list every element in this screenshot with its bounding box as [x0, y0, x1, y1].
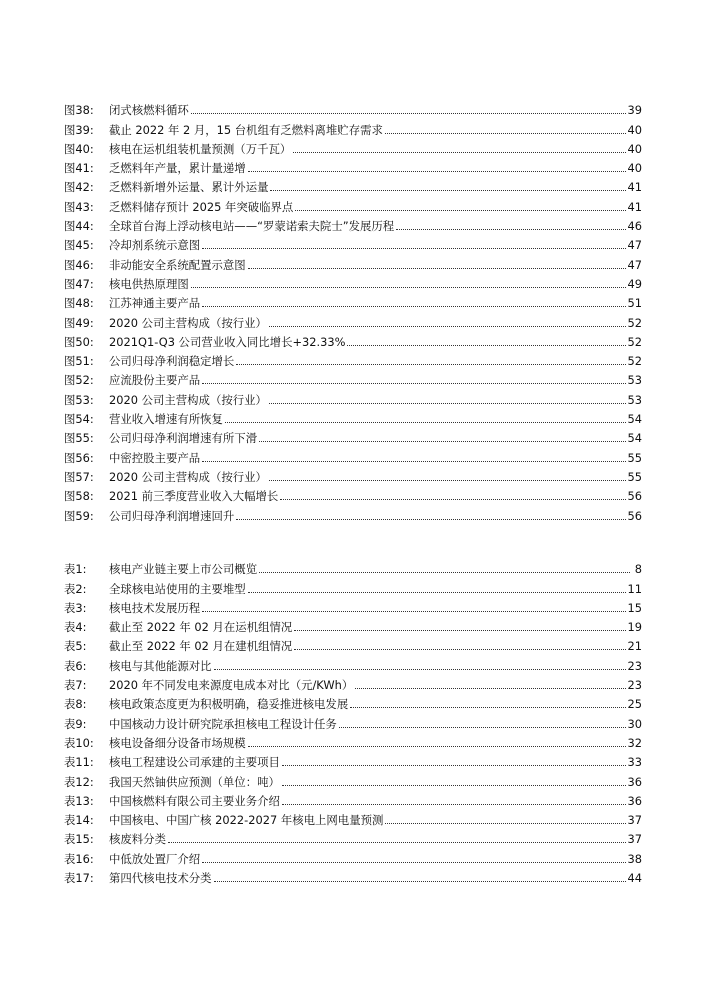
- toc-entry[interactable]: [64, 711, 642, 730]
- entry-label: 表7:: [64, 678, 87, 693]
- entry-label: 表15:: [64, 832, 94, 847]
- entry-title: 闭式核燃料循环: [109, 103, 189, 118]
- entry-page-number: 44: [627, 871, 642, 886]
- dot-leader: [168, 842, 626, 843]
- entry-label: 图53:: [64, 392, 94, 407]
- dot-leader: [259, 441, 625, 442]
- toc-entry[interactable]: [64, 233, 642, 252]
- entry-label: 图43:: [64, 199, 94, 214]
- entry-label: 图40:: [64, 141, 94, 156]
- dot-leader: [280, 499, 625, 500]
- entry-label: 表11:: [64, 755, 94, 770]
- dot-leader: [248, 746, 626, 747]
- entry-page-number: 40: [627, 122, 642, 137]
- toc-entry[interactable]: [64, 692, 642, 711]
- entry-label: 表3:: [64, 600, 87, 615]
- entry-title: 核电产业链主要上市公司概览: [109, 562, 258, 577]
- toc-entry[interactable]: [64, 252, 642, 271]
- entry-label: 表16:: [64, 851, 94, 866]
- toc-entry[interactable]: [64, 310, 642, 329]
- entry-label: 表9:: [64, 716, 87, 731]
- entry-title: 2020 年不同发电来源度电成本对比（元/KWh）: [109, 678, 354, 693]
- dot-leader: [396, 229, 625, 230]
- dot-leader: [294, 630, 625, 631]
- dot-leader: [202, 383, 625, 384]
- entry-page-number: 37: [627, 813, 642, 828]
- entry-page-number: 36: [627, 774, 642, 789]
- dot-leader: [236, 364, 625, 365]
- dot-leader: [282, 804, 626, 805]
- toc-entry[interactable]: [64, 272, 642, 291]
- entry-title: 2021Q1-Q3 公司营业收入同比增长+32.33%: [109, 334, 346, 349]
- entry-page-number: 40: [627, 161, 642, 176]
- dot-leader: [202, 611, 625, 612]
- toc-entry[interactable]: [64, 175, 642, 194]
- entry-title: 2020 公司主营构成（按行业）: [109, 469, 267, 484]
- dot-leader: [339, 727, 626, 728]
- dot-leader: [293, 152, 625, 153]
- dot-leader: [385, 133, 626, 134]
- entry-title: 乏燃料新增外运量、累计外运量: [109, 180, 269, 195]
- entry-label: 图45:: [64, 238, 94, 253]
- entry-title: 核电政策态度更为积极明确，稳妥推进核电发展: [109, 697, 349, 712]
- toc-entry[interactable]: [64, 426, 642, 445]
- entry-page-number: 55: [627, 450, 642, 465]
- toc-entry[interactable]: [64, 484, 642, 503]
- entry-page-number: 56: [627, 508, 642, 523]
- entry-label: 图44:: [64, 219, 94, 234]
- entry-title: 中密控股主要产品: [109, 450, 201, 465]
- entry-page-number: 56: [627, 489, 642, 504]
- dot-leader: [248, 171, 626, 172]
- toc-entry[interactable]: [64, 291, 642, 310]
- entry-page-number: 37: [627, 832, 642, 847]
- entry-page-number: 19: [627, 620, 642, 635]
- dot-leader: [350, 707, 625, 708]
- dot-leader: [269, 480, 626, 481]
- toc-entry[interactable]: [64, 846, 642, 865]
- dot-leader: [202, 306, 625, 307]
- toc-entry[interactable]: [64, 576, 642, 595]
- dot-leader: [202, 248, 625, 249]
- toc-entry[interactable]: [64, 349, 642, 368]
- entry-page-number: 30: [627, 716, 642, 731]
- entry-label: 图50:: [64, 334, 94, 349]
- toc-entry[interactable]: [64, 653, 642, 672]
- entry-title: 应流股份主要产品: [109, 373, 201, 388]
- entry-title: 乏燃料储存预计 2025 年突破临界点: [109, 199, 294, 214]
- entry-label: 图41:: [64, 161, 94, 176]
- entry-label: 表6:: [64, 658, 87, 673]
- entry-label: 表4:: [64, 620, 87, 635]
- dot-leader: [248, 268, 626, 269]
- dot-leader: [269, 403, 626, 404]
- toc-entry[interactable]: [64, 445, 642, 464]
- dot-leader: [191, 287, 626, 288]
- entry-title: 2020 公司主营构成（按行业）: [109, 392, 267, 407]
- dot-leader: [202, 461, 625, 462]
- entry-title: 截止至 2022 年 02 月在运机组情况: [109, 620, 293, 635]
- entry-page-number: 25: [627, 697, 642, 712]
- dot-leader: [385, 823, 625, 824]
- entry-page-number: 8: [634, 562, 642, 577]
- entry-page-number: 47: [627, 238, 642, 253]
- dot-leader: [355, 688, 625, 689]
- toc-entry[interactable]: [64, 137, 642, 156]
- entry-label: 表14:: [64, 813, 94, 828]
- entry-label: 表13:: [64, 793, 94, 808]
- entry-label: 表17:: [64, 871, 94, 886]
- entry-label: 图57:: [64, 469, 94, 484]
- entry-label: 图58:: [64, 489, 94, 504]
- entry-label: 图39:: [64, 122, 94, 137]
- dot-leader: [282, 765, 626, 766]
- entry-title: 核电工程建设公司承建的主要项目: [109, 755, 280, 770]
- entry-title: 2020 公司主营构成（按行业）: [109, 315, 267, 330]
- entry-title: 中低放处置厂介绍: [109, 851, 201, 866]
- entry-page-number: 53: [627, 392, 642, 407]
- entry-page-number: 52: [627, 354, 642, 369]
- entry-title: 核电技术发展历程: [109, 600, 201, 615]
- toc-entry[interactable]: [64, 808, 642, 827]
- entry-page-number: 15: [627, 600, 642, 615]
- toc-entry[interactable]: [64, 194, 642, 213]
- figure-list: [64, 98, 642, 523]
- entry-page-number: 33: [627, 755, 642, 770]
- toc-entry[interactable]: [64, 214, 642, 233]
- entry-page-number: 23: [627, 678, 642, 693]
- entry-title: 江苏神通主要产品: [109, 296, 201, 311]
- entry-title: 2021 前三季度营业收入大幅增长: [109, 489, 279, 504]
- entry-title: 全球首台海上浮动核电站——“罗蒙诺索夫院士”发展历程: [109, 219, 395, 234]
- entry-page-number: 39: [627, 103, 642, 118]
- dot-leader: [294, 649, 625, 650]
- entry-title: 全球核电站使用的主要堆型: [109, 581, 246, 596]
- entry-title: 核废料分类: [109, 832, 166, 847]
- entry-label: 表12:: [64, 774, 94, 789]
- entry-page-number: 41: [627, 180, 642, 195]
- entry-page-number: 40: [627, 141, 642, 156]
- toc-entry[interactable]: [64, 634, 642, 653]
- entry-label: 图48:: [64, 296, 94, 311]
- entry-label: 图51:: [64, 354, 94, 369]
- entry-page-number: 55: [627, 469, 642, 484]
- entry-page-number: 54: [627, 431, 642, 446]
- entry-page-number: 53: [627, 373, 642, 388]
- dot-leader: [225, 422, 626, 423]
- dot-leader: [191, 113, 626, 114]
- entry-label: 图55:: [64, 431, 94, 446]
- entry-title: 第四代核电技术分类: [109, 871, 212, 886]
- entry-page-number: 38: [627, 851, 642, 866]
- dot-leader: [347, 345, 625, 346]
- table-list: [64, 557, 642, 885]
- entry-label: 图54:: [64, 412, 94, 427]
- toc-entry[interactable]: [64, 330, 642, 349]
- entry-title: 冷却剂系统示意图: [109, 238, 201, 253]
- entry-title: 公司归母净利润增速有所下滑: [109, 431, 258, 446]
- entry-page-number: 21: [627, 639, 642, 654]
- toc-entry[interactable]: [64, 387, 642, 406]
- entry-label: 图47:: [64, 276, 94, 291]
- entry-page-number: 49: [627, 276, 642, 291]
- dot-leader: [214, 669, 626, 670]
- entry-label: 表8:: [64, 697, 87, 712]
- entry-label: 图52:: [64, 373, 94, 388]
- toc-entry[interactable]: [64, 596, 642, 615]
- entry-label: 表10:: [64, 735, 94, 750]
- toc-entry[interactable]: [64, 117, 642, 136]
- entry-page-number: 52: [627, 334, 642, 349]
- toc-entry[interactable]: [64, 750, 642, 769]
- toc-entry[interactable]: [64, 731, 642, 750]
- dot-leader: [202, 862, 625, 863]
- toc-entry[interactable]: [64, 866, 642, 885]
- entry-title: 核电设备细分设备市场规模: [109, 735, 246, 750]
- entry-page-number: 11: [627, 581, 642, 596]
- entry-label: 图42:: [64, 180, 94, 195]
- toc-entry[interactable]: [64, 368, 642, 387]
- entry-title: 公司归母净利润稳定增长: [109, 354, 235, 369]
- entry-title: 中国核电、中国广核 2022-2027 年核电上网电量预测: [109, 813, 384, 828]
- entry-title: 我国天然铀供应预测（单位：吨）: [109, 774, 280, 789]
- entry-label: 表1:: [64, 562, 87, 577]
- entry-page-number: 32: [627, 735, 642, 750]
- entry-title: 营业收入增速有所恢复: [109, 412, 223, 427]
- entry-label: 图46:: [64, 257, 94, 272]
- dot-leader: [270, 190, 625, 191]
- toc-entry[interactable]: [64, 98, 642, 117]
- entry-title: 截止至 2022 年 02 月在建机组情况: [109, 639, 293, 654]
- entry-label: 图38:: [64, 103, 94, 118]
- entry-label: 表5:: [64, 639, 87, 654]
- entry-title: 中国核动力设计研究院承担核电工程设计任务: [109, 716, 337, 731]
- toc-entry[interactable]: [64, 789, 642, 808]
- toc-entry[interactable]: [64, 156, 642, 175]
- dot-leader: [248, 592, 626, 593]
- toc-entry[interactable]: [64, 769, 642, 788]
- entry-page-number: 36: [627, 793, 642, 808]
- dot-leader: [214, 881, 626, 882]
- entry-page-number: 51: [627, 296, 642, 311]
- entry-page-number: 47: [627, 257, 642, 272]
- entry-title: 核电与其他能源对比: [109, 658, 212, 673]
- entry-label: 图59:: [64, 508, 94, 523]
- toc-entry[interactable]: [64, 673, 642, 692]
- entry-label: 图49:: [64, 315, 94, 330]
- dot-leader: [295, 210, 625, 211]
- entry-page-number: 41: [627, 199, 642, 214]
- entry-title: 公司归母净利润增速回升: [109, 508, 235, 523]
- entry-title: 核电在运机组装机量预测（万千瓦）: [109, 141, 292, 156]
- toc-entry[interactable]: [64, 465, 642, 484]
- toc-entry[interactable]: [64, 407, 642, 426]
- entry-title: 非动能安全系统配置示意图: [109, 257, 246, 272]
- entry-label: 表2:: [64, 581, 87, 596]
- toc-entry[interactable]: [64, 557, 642, 576]
- dot-leader: [282, 785, 626, 786]
- toc-entry[interactable]: [64, 827, 642, 846]
- dot-leader: [236, 519, 625, 520]
- entry-label: 图56:: [64, 450, 94, 465]
- entry-page-number: 46: [627, 219, 642, 234]
- entry-title: 截止 2022 年 2 月，15 台机组有乏燃料离堆贮存需求: [109, 122, 383, 137]
- entry-title: 中国核燃料有限公司主要业务介绍: [109, 793, 280, 808]
- entry-page-number: 52: [627, 315, 642, 330]
- entry-page-number: 23: [627, 658, 642, 673]
- entry-page-number: 54: [627, 412, 642, 427]
- dot-leader: [259, 572, 630, 573]
- toc-entry[interactable]: [64, 615, 642, 634]
- dot-leader: [269, 326, 626, 327]
- entry-title: 乏燃料年产量，累计量递增: [109, 161, 246, 176]
- toc-entry[interactable]: [64, 503, 642, 522]
- entry-title: 核电供热原理图: [109, 276, 189, 291]
